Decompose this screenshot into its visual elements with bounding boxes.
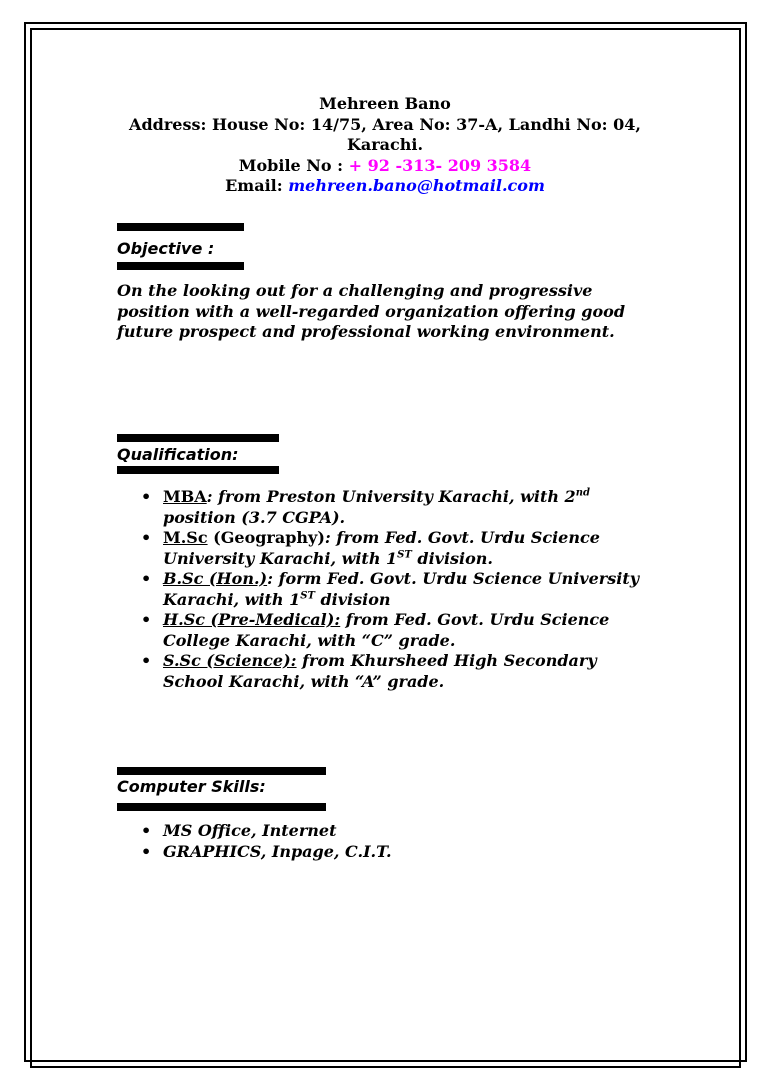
mobile-number: + 92 -313- 209 3584 (348, 155, 532, 175)
list-item (117, 487, 647, 528)
list-item (117, 610, 647, 651)
address-line-1: Address: House No: 14/75, Area No: 37-A, Landhi No: 04, (129, 114, 641, 134)
degree-detail: from Fed. Govt. Urdu Science College Karachi, with “C” grade. (163, 610, 610, 650)
degree-name: M.Sc (163, 528, 208, 547)
skills-list (117, 821, 617, 862)
bullet: • (141, 569, 152, 588)
skill-text: GRAPHICS, Inpage, C.I.T. (163, 841, 392, 861)
list-item (117, 528, 647, 569)
mobile-line (110, 156, 660, 177)
bullet: • (141, 487, 152, 506)
degree-detail-tail: division. (411, 548, 493, 568)
skill-text: MS Office, Internet (163, 821, 337, 840)
skills-bar-bottom (117, 803, 326, 811)
degree-name: S.Sc (Science): (163, 651, 297, 670)
address-line-2: Karachi. (346, 135, 424, 154)
qualification-bar-top (117, 434, 279, 442)
bullet: • (141, 841, 152, 861)
degree-detail: : form Fed. Govt. Urdu Science University Karachi, with 1 (163, 569, 640, 609)
degree-detail-tail: position (3.7 CGPA). (163, 507, 346, 527)
degree-detail-tail: division (314, 589, 391, 609)
email-link[interactable]: mehreen.bano@hotmail.com (288, 176, 545, 195)
skills-heading: Computer Skills: (117, 777, 266, 796)
degree-detail: from Khursheed High Secondary School Karachi, with “A” grade. (163, 651, 597, 691)
objective-bar-top (117, 223, 244, 231)
list-item (117, 842, 617, 863)
objective-heading: Objective : (117, 239, 215, 258)
list-item (117, 569, 647, 610)
candidate-name: Mehreen Bano (319, 94, 451, 113)
degree-detail: : from Fed. Govt. Urdu Science University Karachi, with 1 (163, 528, 600, 568)
contact-header (110, 94, 660, 197)
ordinal-suffix: ST (397, 549, 412, 561)
degree-name: B.Sc (Hon.) (163, 569, 268, 588)
objective-text: On the looking out for a challenging and progressive position with a well-regarded organization offering good future prospect and professional working environment. (117, 281, 626, 341)
degree-name: H.Sc (Pre-Medical): (163, 610, 341, 629)
bullet: • (141, 528, 152, 547)
qualification-bar-bottom (117, 466, 279, 474)
email-label: Email: (225, 176, 283, 195)
degree-field: (Geography) (207, 528, 325, 547)
ordinal-suffix: ST (300, 590, 315, 602)
bullet: • (141, 821, 152, 840)
degree-detail: : from Preston University Karachi, with 2 (206, 487, 576, 506)
bullet: • (141, 610, 152, 629)
list-item (117, 651, 647, 692)
degree-name: MBA (163, 487, 207, 506)
objective-bar-bottom (117, 262, 244, 270)
skills-bar-top (117, 767, 326, 775)
qualification-list (117, 487, 647, 692)
ordinal-suffix: nd (575, 487, 590, 499)
bullet: • (141, 651, 152, 670)
mobile-label: Mobile No : (238, 155, 344, 175)
list-item (117, 821, 617, 842)
email-line (110, 176, 660, 197)
qualification-heading: Qualification: (117, 445, 239, 464)
